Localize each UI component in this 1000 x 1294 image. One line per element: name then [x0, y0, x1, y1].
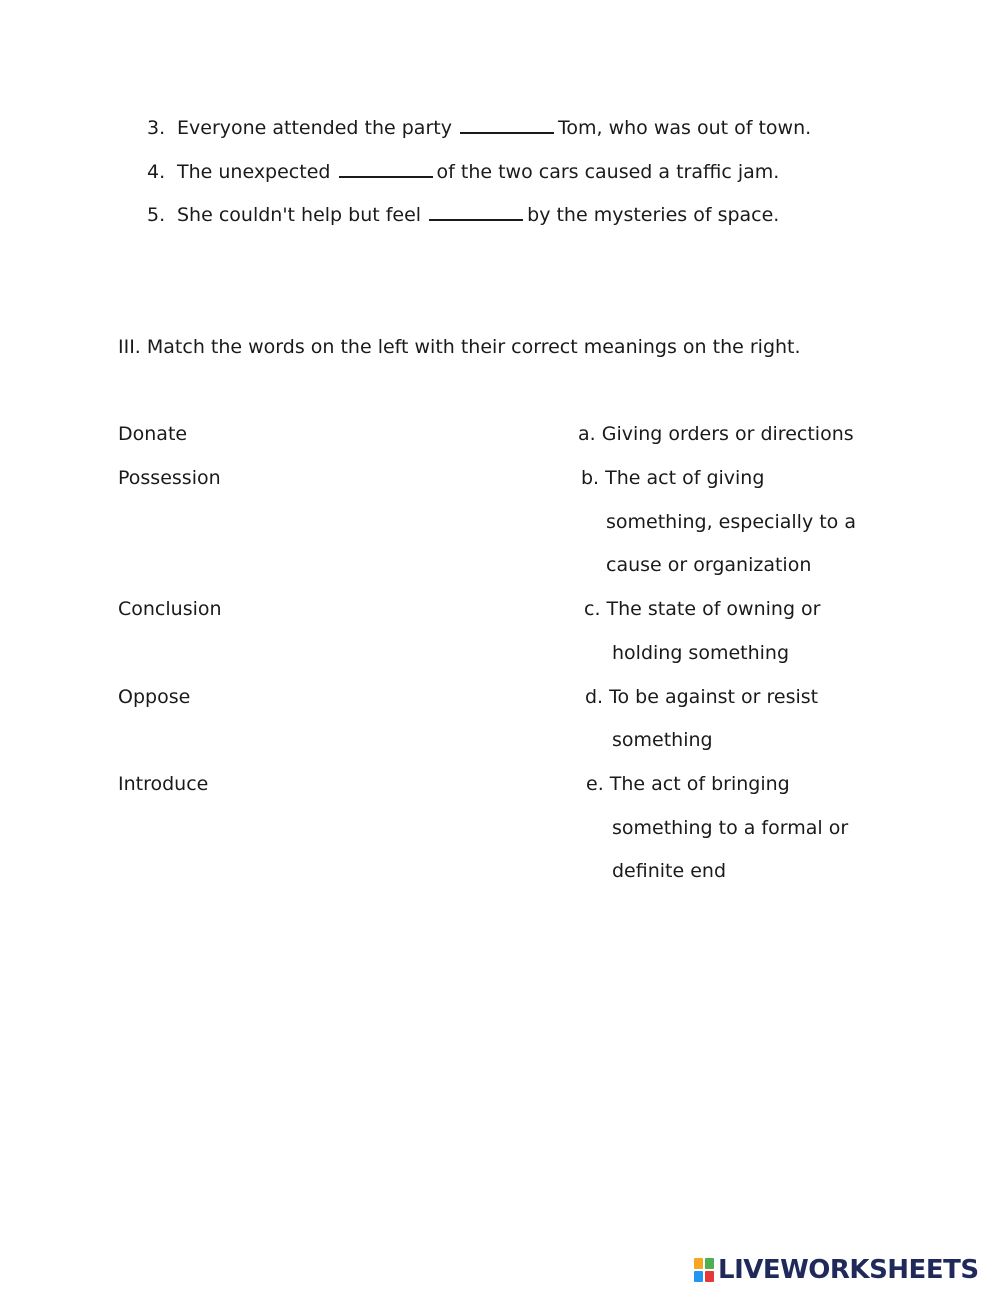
logo-icon — [694, 1258, 714, 1282]
match-meaning-a[interactable]: a. Giving orders or directions — [578, 423, 854, 445]
section-heading: III. Match the words on the left with their correct meanings on the right. — [118, 336, 801, 358]
logo-square-red — [705, 1271, 714, 1282]
sentence-text-after: Tom, who was out of town. — [558, 117, 812, 139]
match-word[interactable]: Introduce — [118, 773, 209, 795]
match-meaning-e-cont: something to a formal or — [612, 817, 849, 839]
logo-text: LIVEWORKSHEETS — [718, 1255, 979, 1285]
match-word[interactable]: Donate — [118, 423, 188, 445]
match-meaning-e[interactable]: e. The act of bringing — [586, 773, 790, 795]
sentence-text-before: Everyone attended the party — [177, 117, 452, 139]
sentence-number: 4. — [147, 161, 166, 183]
match-meaning-b[interactable]: b. The act of giving — [581, 467, 765, 489]
sentence-text-before: She couldn't help but feel — [177, 204, 422, 226]
sentence-text-after: of the two cars caused a traffic jam. — [436, 161, 780, 183]
logo-square-blue — [694, 1271, 703, 1282]
sentence-4 — [147, 160, 779, 184]
match-meaning-c[interactable]: c. The state of owning or — [584, 598, 821, 620]
match-meaning-d[interactable]: d. To be against or resist — [585, 686, 819, 708]
liveworksheets-logo — [694, 1256, 979, 1284]
match-meaning-b-cont: something, especially to a — [606, 511, 856, 533]
answer-blank[interactable] — [460, 116, 554, 134]
match-meaning-d-cont: something — [612, 729, 713, 751]
sentence-5 — [147, 203, 779, 227]
logo-square-orange — [694, 1258, 703, 1269]
sentence-number: 5. — [147, 204, 166, 226]
sentence-text-after: by the mysteries of space. — [527, 204, 780, 226]
logo-square-green — [705, 1258, 714, 1269]
match-meaning-c-cont: holding something — [612, 642, 790, 664]
answer-blank[interactable] — [339, 160, 433, 178]
sentence-3 — [147, 116, 811, 140]
answer-blank[interactable] — [429, 203, 523, 221]
match-meaning-b-cont: cause or organization — [606, 554, 812, 576]
match-word[interactable]: Possession — [118, 467, 221, 489]
sentence-text-before: The unexpected — [177, 161, 331, 183]
match-meaning-e-cont: definite end — [612, 860, 727, 882]
sentence-number: 3. — [147, 117, 166, 139]
match-word[interactable]: Oppose — [118, 686, 191, 708]
match-word[interactable]: Conclusion — [118, 598, 222, 620]
